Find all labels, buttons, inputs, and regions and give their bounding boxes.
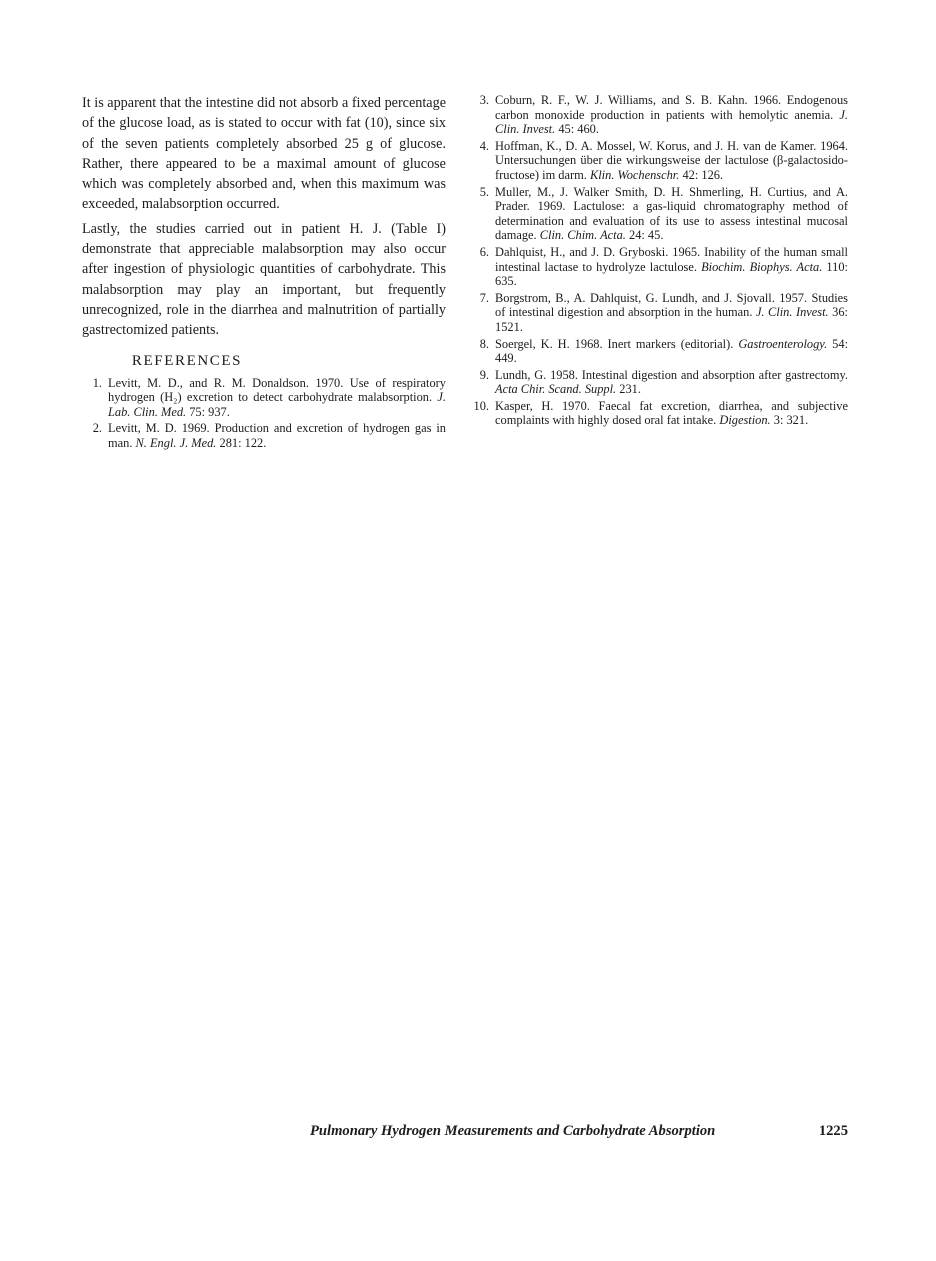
- reference-number: 3.: [479, 93, 489, 107]
- running-title: Pulmonary Hydrogen Measurements and Carbohydrate Absorption: [310, 1123, 716, 1139]
- reference-item-4: [471, 139, 848, 183]
- reference-volume: 24: 45.: [625, 228, 664, 243]
- body-paragraph-1: It is apparent that the intestine did not absorb a fixed percentage of the glucose load, as is stated to occur with fat (10), since six of the seven patients completely absorbed 25 g of glucose. Rather, there appeared to be a maximal amount of glucose which was completely absorbed and, when this maximum was exceeded, malabsorption occurred.: [82, 95, 446, 213]
- reference-item-8: [471, 337, 848, 366]
- reference-journal: Clin. Chim. Acta.: [539, 228, 626, 243]
- reference-volume: 36: 1521.: [495, 305, 848, 334]
- reference-text: Lundh, G. 1958. Intestinal digestion and absorption after gastrectomy.: [495, 367, 848, 382]
- reference-item-7: [471, 291, 848, 335]
- reference-journal: Klin. Wochenschr.: [589, 167, 680, 182]
- reference-volume: 45: 460.: [555, 122, 599, 137]
- reference-number: 4.: [479, 138, 489, 153]
- left-column: [82, 93, 446, 453]
- reference-item-5: [471, 185, 848, 243]
- reference-item-9: [471, 368, 848, 397]
- reference-number: 6.: [479, 244, 489, 259]
- reference-number: 1.: [92, 375, 102, 390]
- reference-journal: J. Clin. Invest.: [755, 305, 829, 320]
- references-heading: REFERENCES: [131, 352, 243, 369]
- reference-journal: Gastroenterology.: [738, 336, 828, 351]
- reference-number: 2.: [92, 421, 102, 436]
- reference-text: Muller, M., J. Walker Smith, D. H. Shmerling, H. Curtius, and A. Prader. 1969. Lactulose: a gas-liquid chromatography method of determination and evaluation of its use to assess intestinal mucosal damage.: [495, 184, 848, 243]
- reference-volume: 75: 937.: [186, 404, 230, 419]
- reference-list-left: [82, 376, 446, 451]
- reference-item-3: [471, 93, 848, 137]
- right-column: [471, 93, 848, 430]
- reference-text: Levitt, M. D., and R. M. Donaldson. 1970. Use of respiratory hydrogen (H₂) excretion to detect carbohydrate malabsorption.: [108, 375, 446, 405]
- reference-journal: J. Clin. Invest.: [495, 107, 848, 137]
- page-number: 1225: [818, 1123, 848, 1139]
- reference-journal: Digestion.: [719, 413, 771, 428]
- reference-text: Dahlquist, H., and J. D. Gryboski. 1965. Inability of the human small intestinal lactase to hydrolyze lactulose.: [495, 244, 848, 274]
- reference-text: Coburn, R. F., W. J. Williams, and S. B. Kahn. 1966. Endogenous carbon monoxide production in patients with hemolytic anemia.: [495, 93, 848, 122]
- reference-journal: Acta Chir. Scand. Suppl.: [495, 382, 617, 397]
- reference-volume: 231.: [616, 382, 641, 397]
- reference-number: 5.: [479, 184, 489, 199]
- reference-number: 7.: [479, 290, 489, 305]
- reference-number: 10.: [473, 398, 489, 413]
- reference-text: Hoffman, K., D. A. Mossel, W. Korus, and J. H. van de Kamer. 1964. Untersuchungen über die wirkungsweise der lactulose (β-galactosido-fructose) im darm.: [495, 138, 848, 182]
- reference-journal: Biochim. Biophys. Acta.: [701, 259, 823, 274]
- reference-number: 9.: [479, 367, 489, 382]
- reference-volume: 3: 321.: [770, 413, 809, 428]
- reference-number: 8.: [479, 336, 489, 351]
- reference-item-6: [471, 245, 848, 289]
- reference-text: Borgstrom, B., A. Dahlquist, G. Lundh, and J. Sjovall. 1957. Studies of intestinal digestion and absorption in the human.: [495, 290, 848, 320]
- reference-item-2: [82, 421, 446, 450]
- reference-item-10: [471, 399, 848, 428]
- reference-journal: N. Engl. J. Med.: [135, 435, 217, 450]
- reference-volume: 42: 126.: [679, 167, 724, 182]
- reference-volume: 281: 122.: [216, 435, 267, 450]
- reference-volume: 54: 449.: [495, 336, 849, 366]
- reference-text: Levitt, M. D. 1969. Production and excretion of hydrogen gas in man.: [108, 421, 446, 450]
- body-paragraph-2: Lastly, the studies carried out in patient H. J. (Table I) demonstrate that appreciable malabsorption may also occur after ingestion of physiologic quantities of carbohydrate. This malabsorption may play an important, but frequently unrecognized, role in the diarrhea and malnutrition of partially gastrectomized patients.: [82, 220, 446, 339]
- reference-text: Soergel, K. H. 1968. Inert markers (editorial).: [495, 336, 739, 351]
- reference-text: Kasper, H. 1970. Faecal fat excretion, diarrhea, and subjective complaints with highly dosed oral fat intake.: [495, 398, 848, 428]
- reference-item-1: [82, 376, 446, 420]
- reference-volume: 110: 635.: [495, 259, 849, 289]
- reference-list-right: [471, 93, 848, 428]
- reference-journal: J. Lab. Clin. Med.: [108, 390, 446, 419]
